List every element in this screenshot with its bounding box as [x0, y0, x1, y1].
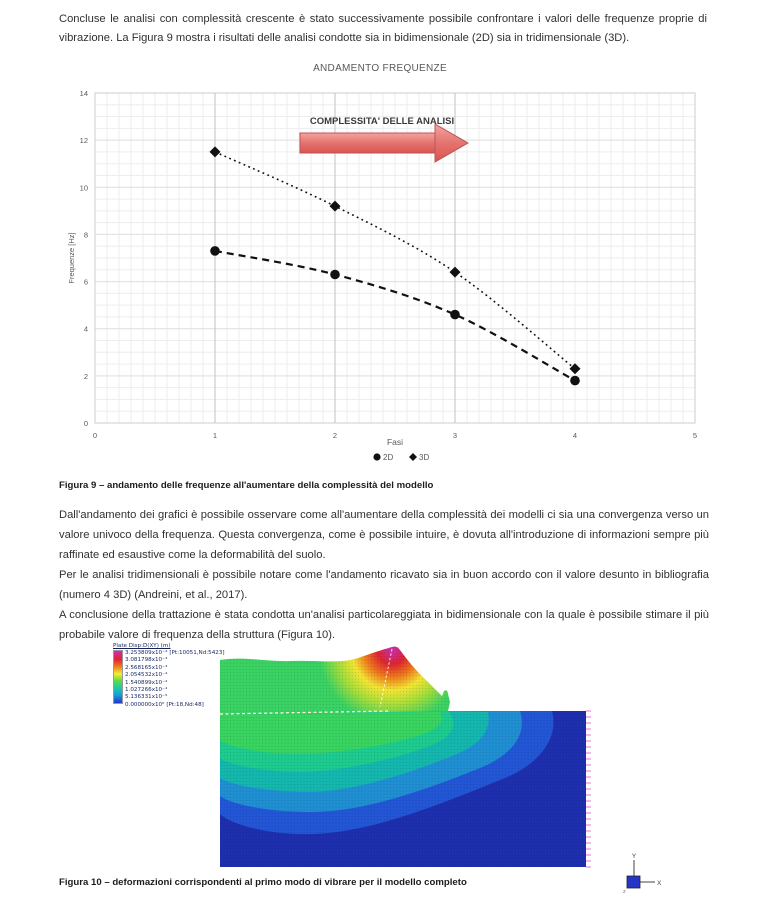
svg-text:5: 5: [692, 431, 698, 440]
chart-legend: [373, 453, 429, 462]
svg-text:12: 12: [79, 136, 88, 146]
svg-text:4: 4: [572, 431, 578, 440]
complexity-annotation: COMPLESSITA' DELLE ANALISI: [309, 116, 455, 127]
svg-text:14: 14: [79, 89, 88, 98]
svg-text:X: X: [657, 880, 662, 887]
fem-legend-title: Plate Disp:D(XY) (m): [113, 643, 171, 649]
complexity-arrow: [300, 124, 468, 162]
fem-legend-row: 3.081798x10⁻⁴: [125, 657, 168, 664]
figure10-caption: Figura 10 – deformazioni corrispondenti al primo modo di vibrare per il modello completo: [59, 877, 467, 888]
fem-legend-row: 0.000000x10⁰ [Pt:18,Nd:48]: [125, 701, 204, 708]
x-axis-label: Fasi: [386, 437, 404, 447]
fem-colorbar: [113, 650, 123, 704]
paragraph-bibliography: Per le analisi tridimensionali è possibile notare come l'andamento ricavato sia in buon accordo con il valore desunto in bibliografia (numero 4 3D) (Andreini, et al., 2017).: [59, 569, 709, 601]
fem-legend-row: 3.253809x10⁻⁴ [Pt:10051,Nd:5423]: [125, 650, 225, 656]
svg-text:10: 10: [79, 183, 88, 193]
mesh-texture: [220, 646, 588, 869]
fem-legend-row: 2.054532x10⁻⁴: [125, 672, 168, 679]
frequency-chart-svg: [60, 86, 700, 471]
paragraph-intro: Concluse le analisi con complessità crescente è stato successivamente possibile confrontare i valori delle frequenze proprie di vibrazione. La Figura 9 mostra i risultati delle analisi condotte sia in bidimensionale (2D) sia in tridimensionale (3D).: [59, 13, 707, 44]
paragraph-conclusion: A conclusione della trattazione è stata condotta un'analisi particolareggiata in bidimensionale con la quale è possibile stimare il più probabile valore di frequenza della struttura (Figura 10).: [59, 609, 709, 641]
arrow-shaft: [300, 133, 435, 153]
figure9-caption: Figura 9 – andamento delle frequenze all'aumentare della complessità del modello: [59, 480, 434, 491]
svg-text:0: 0: [83, 419, 88, 428]
fem-legend-values: [125, 650, 225, 709]
svg-text:6: 6: [83, 277, 88, 287]
frequency-chart: [60, 86, 700, 471]
axis-triad-icon: [618, 852, 662, 896]
svg-text:2D: 2D: [383, 453, 394, 462]
svg-text:2: 2: [83, 371, 88, 381]
svg-text:0: 0: [92, 431, 98, 440]
fem-legend-row: 5.136331x10⁻⁵: [125, 694, 168, 701]
paragraph-convergence: Dall'andamento dei grafici è possibile osservare come all'aumentare della complessità dei modelli ci sia una convergenza verso un valore univoco della frequenza. Questa convergenza, come è possibile intuire, è dovuta all'introduzione di informazioni sempre più raffinate ed esaustive come la deformabilità del suolo.: [59, 509, 709, 561]
fem-legend-row: 1.027266x10⁻⁴: [125, 687, 168, 694]
svg-text:3: 3: [452, 431, 458, 440]
chart-title: ANDAMENTO FREQUENZE: [313, 63, 447, 74]
y-axis-label: Frequenze [Hz]: [67, 232, 76, 284]
svg-text:4: 4: [83, 324, 88, 334]
svg-text:z: z: [623, 889, 626, 895]
svg-text:2: 2: [332, 431, 338, 440]
svg-text:3D: 3D: [419, 453, 430, 462]
fem-legend-row: 1.540899x10⁻⁴: [125, 679, 168, 686]
boundary-ticks: [586, 711, 591, 867]
fem-contour-plot: [220, 646, 592, 869]
arrow-head-icon: [435, 124, 468, 162]
fem-color-legend: [113, 643, 233, 709]
svg-text:1: 1: [212, 431, 218, 440]
fem-figure: [113, 641, 713, 899]
fem-legend-row: 2.568165x10⁻⁴: [125, 664, 168, 671]
svg-text:8: 8: [83, 230, 88, 240]
svg-text:Y: Y: [631, 853, 637, 860]
